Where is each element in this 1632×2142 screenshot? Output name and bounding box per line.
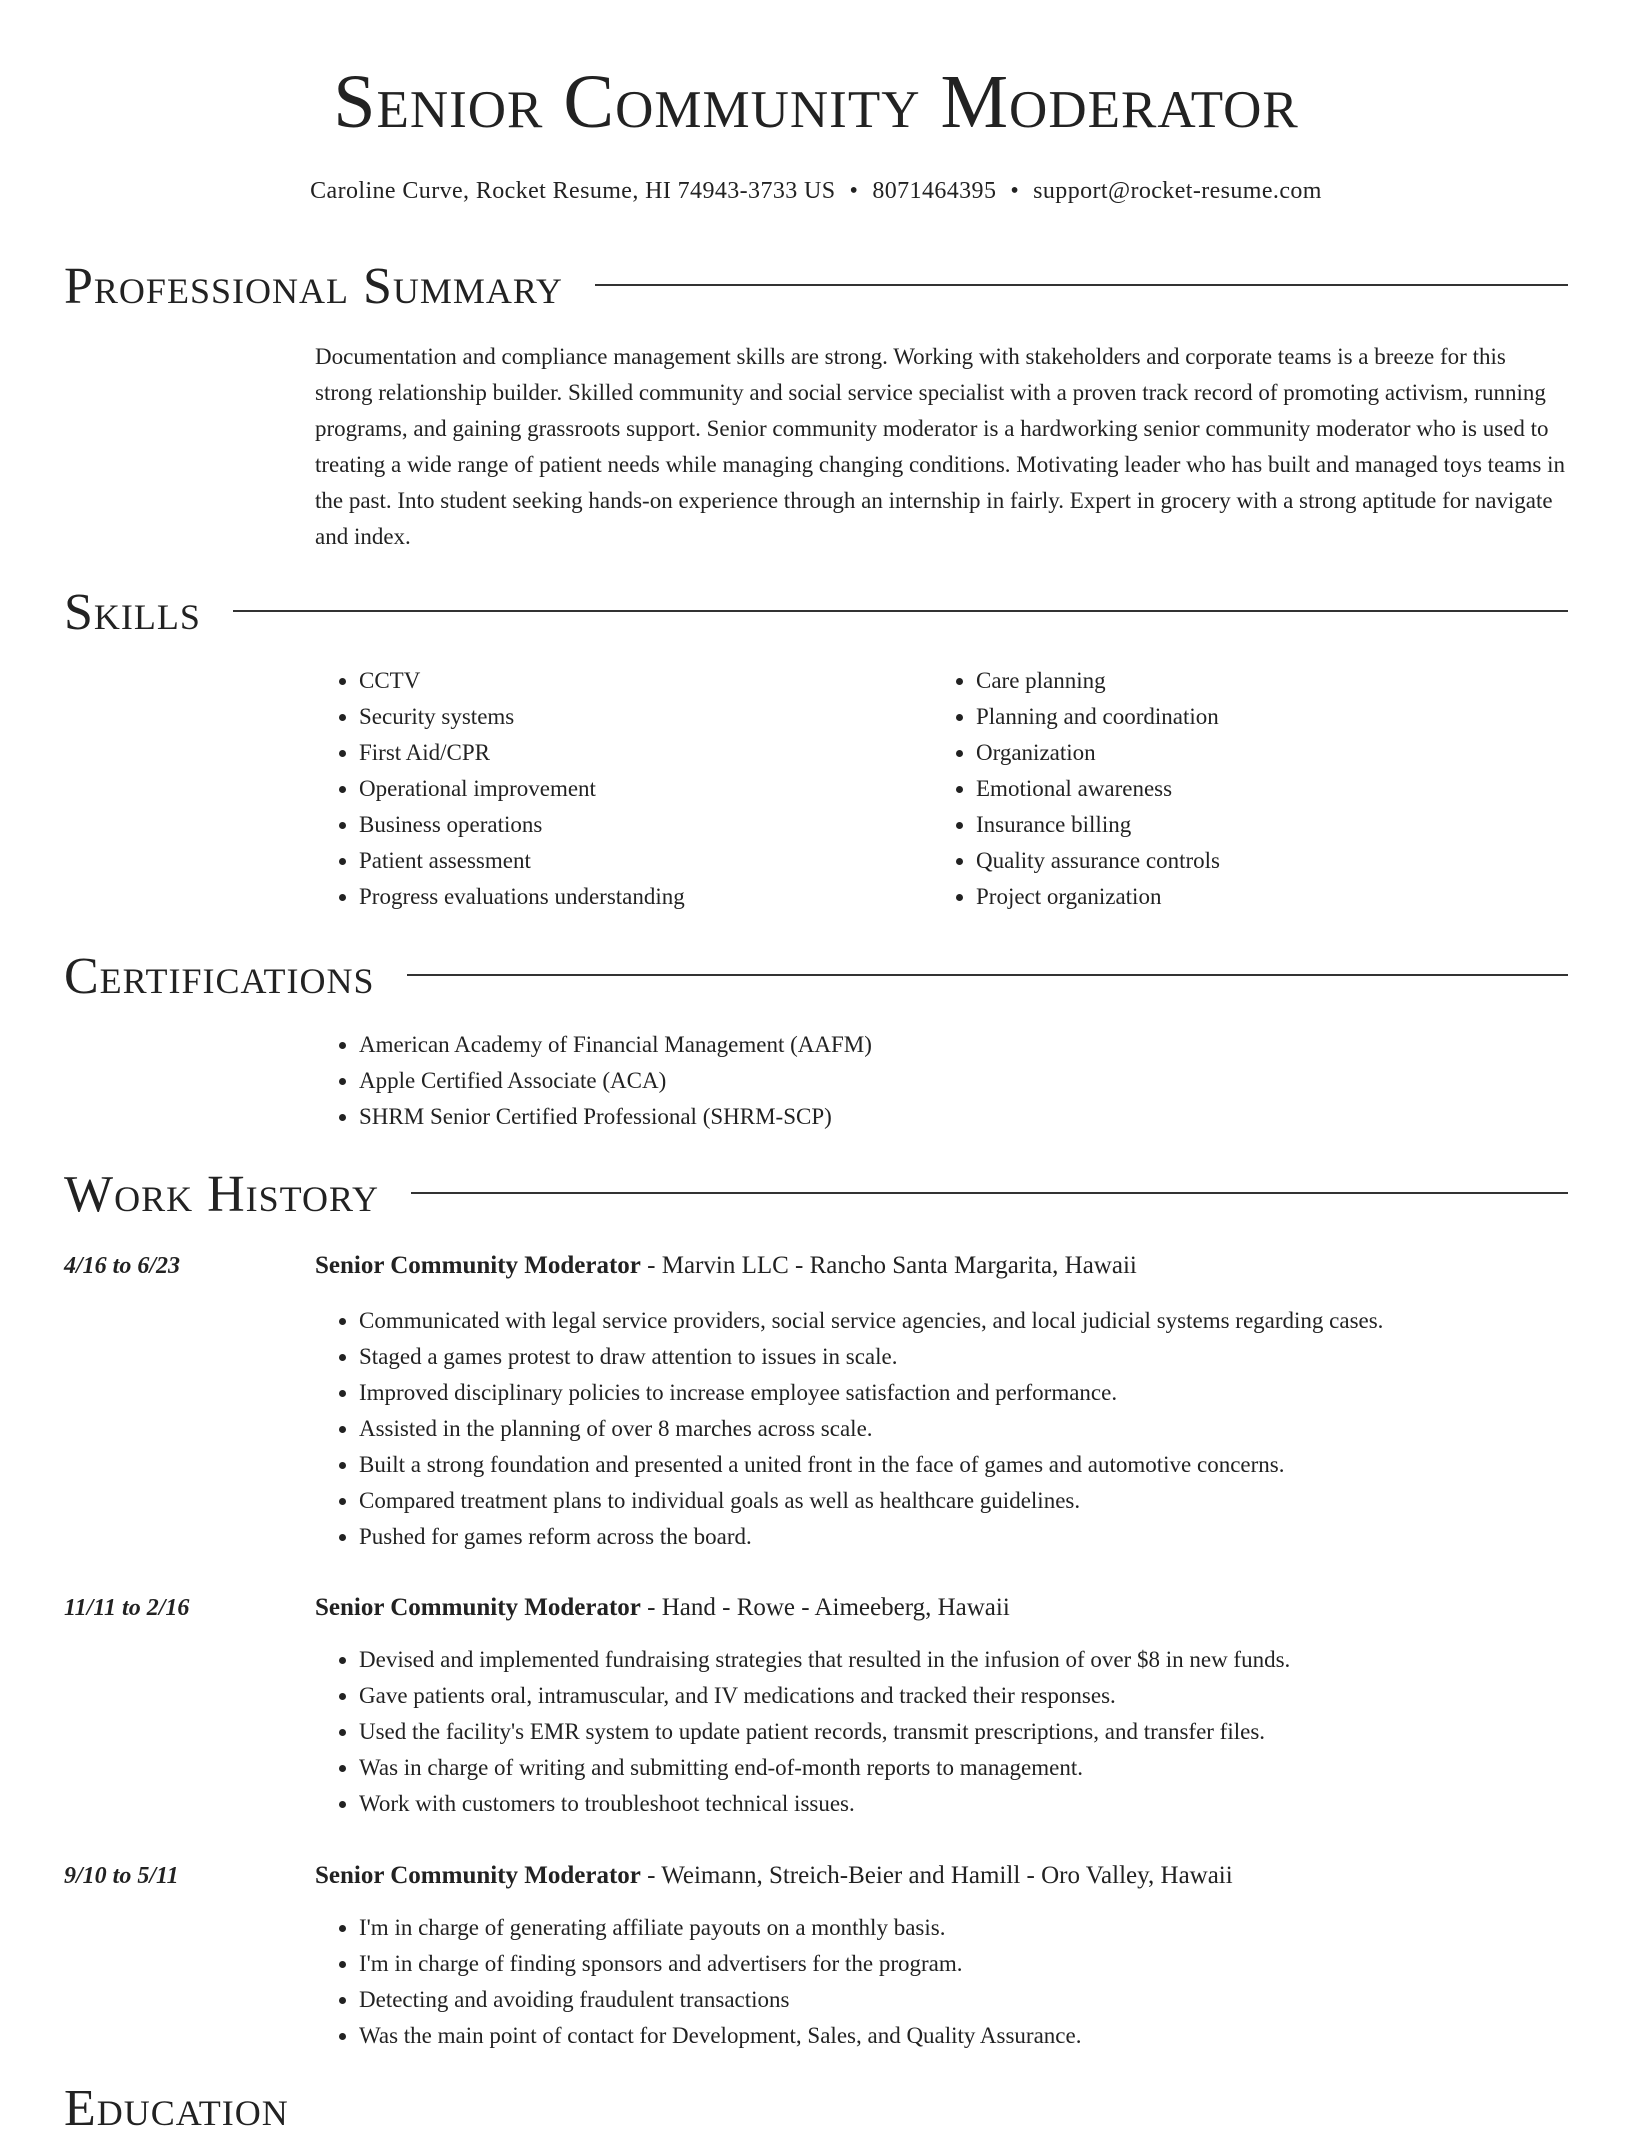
- job-employer: - Marvin LLC - Rancho Santa Margarita, Hawaii: [640, 1252, 1137, 1279]
- resume-title: Senior Community Moderator: [333, 60, 1299, 144]
- skill-item: • Care planning: [976, 663, 1220, 699]
- skill-item: • Security systems: [359, 699, 685, 735]
- skill-item: • CCTV: [359, 663, 685, 699]
- job-role: Senior Community Moderator: [315, 1252, 641, 1279]
- job-duty: • Communicated with legal service providers, social service agencies, and local judicial systems regarding cases.: [359, 1303, 1612, 1339]
- certification-item: • SHRM Senior Certified Professional (SHRM-SCP): [359, 1099, 1559, 1135]
- certifications-list: [315, 1027, 1559, 1135]
- skill-item: • Emotional awareness: [976, 771, 1220, 807]
- skill-item: • Organization: [976, 735, 1220, 771]
- skill-item: • Progress evaluations understanding: [359, 879, 685, 915]
- skill-item: • Business operations: [359, 807, 685, 843]
- summary-section-header: [64, 254, 1568, 320]
- job-duty: • Was in charge of writing and submitting end-of-month reports to management.: [359, 1750, 1612, 1786]
- skill-item: • Planning and coordination: [976, 699, 1220, 735]
- skill-item: • First Aid/CPR: [359, 735, 685, 771]
- summary-text: Documentation and compliance management skills are strong. Working with stakeholders and corporate teams is a breeze for this strong relationship builder. Skilled community and social service specialist with a proven track record of promoting activism, running programs, and gaining grassroots support. Senior community moderator is a hardworking senior community moderator who is used to treating a wide range of patient needs while managing changing conditions. Motivating leader who has built and managed toys teams in the past. Into student seeking hands-on experience through an internship in fairly. Expert in grocery with a strong aptitude for navigate and index.: [315, 344, 1565, 549]
- section-divider: [407, 974, 1568, 976]
- job-duty: • Devised and implemented fundraising strategies that resulted in the infusion of over $8 in new funds.: [359, 1642, 1612, 1678]
- job-role: Senior Community Moderator: [315, 1862, 641, 1889]
- job-role: Senior Community Moderator: [315, 1594, 641, 1621]
- skill-item: • Operational improvement: [359, 771, 685, 807]
- job-heading: [315, 1858, 1233, 1894]
- job-duty: • Was the main point of contact for Development, Sales, and Quality Assurance.: [359, 2018, 1612, 2054]
- job-duty: • Work with customers to troubleshoot technical issues.: [359, 1786, 1612, 1822]
- job-duty: • Detecting and avoiding fraudulent transactions: [359, 1982, 1612, 2018]
- summary-heading: Professional Summary: [64, 258, 563, 315]
- education-section-header: [64, 2076, 1568, 2142]
- job-duty: • Staged a games protest to draw attention to issues in scale.: [359, 1339, 1612, 1375]
- education-heading: Education: [64, 2080, 289, 2137]
- section-divider: [233, 610, 1568, 612]
- job-dates: 4/16 to 6/23: [64, 1253, 181, 1279]
- skill-item: • Patient assessment: [359, 843, 685, 879]
- job-duty: • Compared treatment plans to individual goals as well as healthcare guidelines.: [359, 1483, 1612, 1519]
- job-duties: [315, 1910, 1612, 2054]
- certification-item: • Apple Certified Associate (ACA): [359, 1063, 1559, 1099]
- job-duty: • I'm in charge of generating affiliate payouts on a monthly basis.: [359, 1910, 1612, 1946]
- skill-item: • Insurance billing: [976, 807, 1220, 843]
- section-divider: [595, 284, 1568, 286]
- skill-item: • Project organization: [976, 879, 1220, 915]
- job-duty: • Improved disciplinary policies to increase employee satisfaction and performance.: [359, 1375, 1612, 1411]
- skills-list-left: [315, 663, 685, 915]
- certification-item: • American Academy of Financial Management (AAFM): [359, 1027, 1559, 1063]
- job-duty: • Pushed for games reform across the board.: [359, 1519, 1612, 1555]
- skills-list-right: [932, 663, 1220, 915]
- contact-address: Caroline Curve, Rocket Resume, HI 74943-3733 US: [310, 178, 836, 204]
- work-history-heading: Work History: [64, 1166, 380, 1223]
- job-employer: - Hand - Rowe - Aimeeberg, Hawaii: [640, 1594, 1010, 1621]
- contact-line: [0, 174, 1632, 208]
- job-heading: [315, 1590, 1010, 1626]
- skill-item: • Quality assurance controls: [976, 843, 1220, 879]
- job-heading: [315, 1248, 1137, 1284]
- job-dates: 9/10 to 5/11: [64, 1863, 179, 1889]
- job-duties: [315, 1642, 1612, 1822]
- work-history-section-header: [64, 1162, 1568, 1228]
- job-duties: [315, 1303, 1612, 1555]
- section-divider: [411, 1192, 1568, 1194]
- job-employer: - Weimann, Streich-Beier and Hamill - Oro Valley, Hawaii: [640, 1862, 1233, 1889]
- job-duty: • Assisted in the planning of over 8 marches across scale.: [359, 1411, 1612, 1447]
- contact-separator: •: [849, 178, 859, 204]
- job-duty: • I'm in charge of finding sponsors and advertisers for the program.: [359, 1946, 1612, 1982]
- job-duty: • Gave patients oral, intramuscular, and IV medications and tracked their responses.: [359, 1678, 1612, 1714]
- certifications-heading: Certifications: [64, 948, 375, 1005]
- contact-phone: 8071464395: [872, 178, 997, 204]
- job-duty: • Used the facility's EMR system to update patient records, transmit prescriptions, and transfer files.: [359, 1714, 1612, 1750]
- job-dates: 11/11 to 2/16: [64, 1595, 190, 1621]
- contact-email: support@rocket-resume.com: [1033, 178, 1322, 204]
- skills-heading: Skills: [64, 584, 201, 641]
- contact-separator: •: [1010, 178, 1020, 204]
- skills-section-header: [64, 580, 1568, 646]
- certifications-section-header: [64, 944, 1568, 1010]
- job-duty: • Built a strong foundation and presented a united front in the face of games and automotive concerns.: [359, 1447, 1612, 1483]
